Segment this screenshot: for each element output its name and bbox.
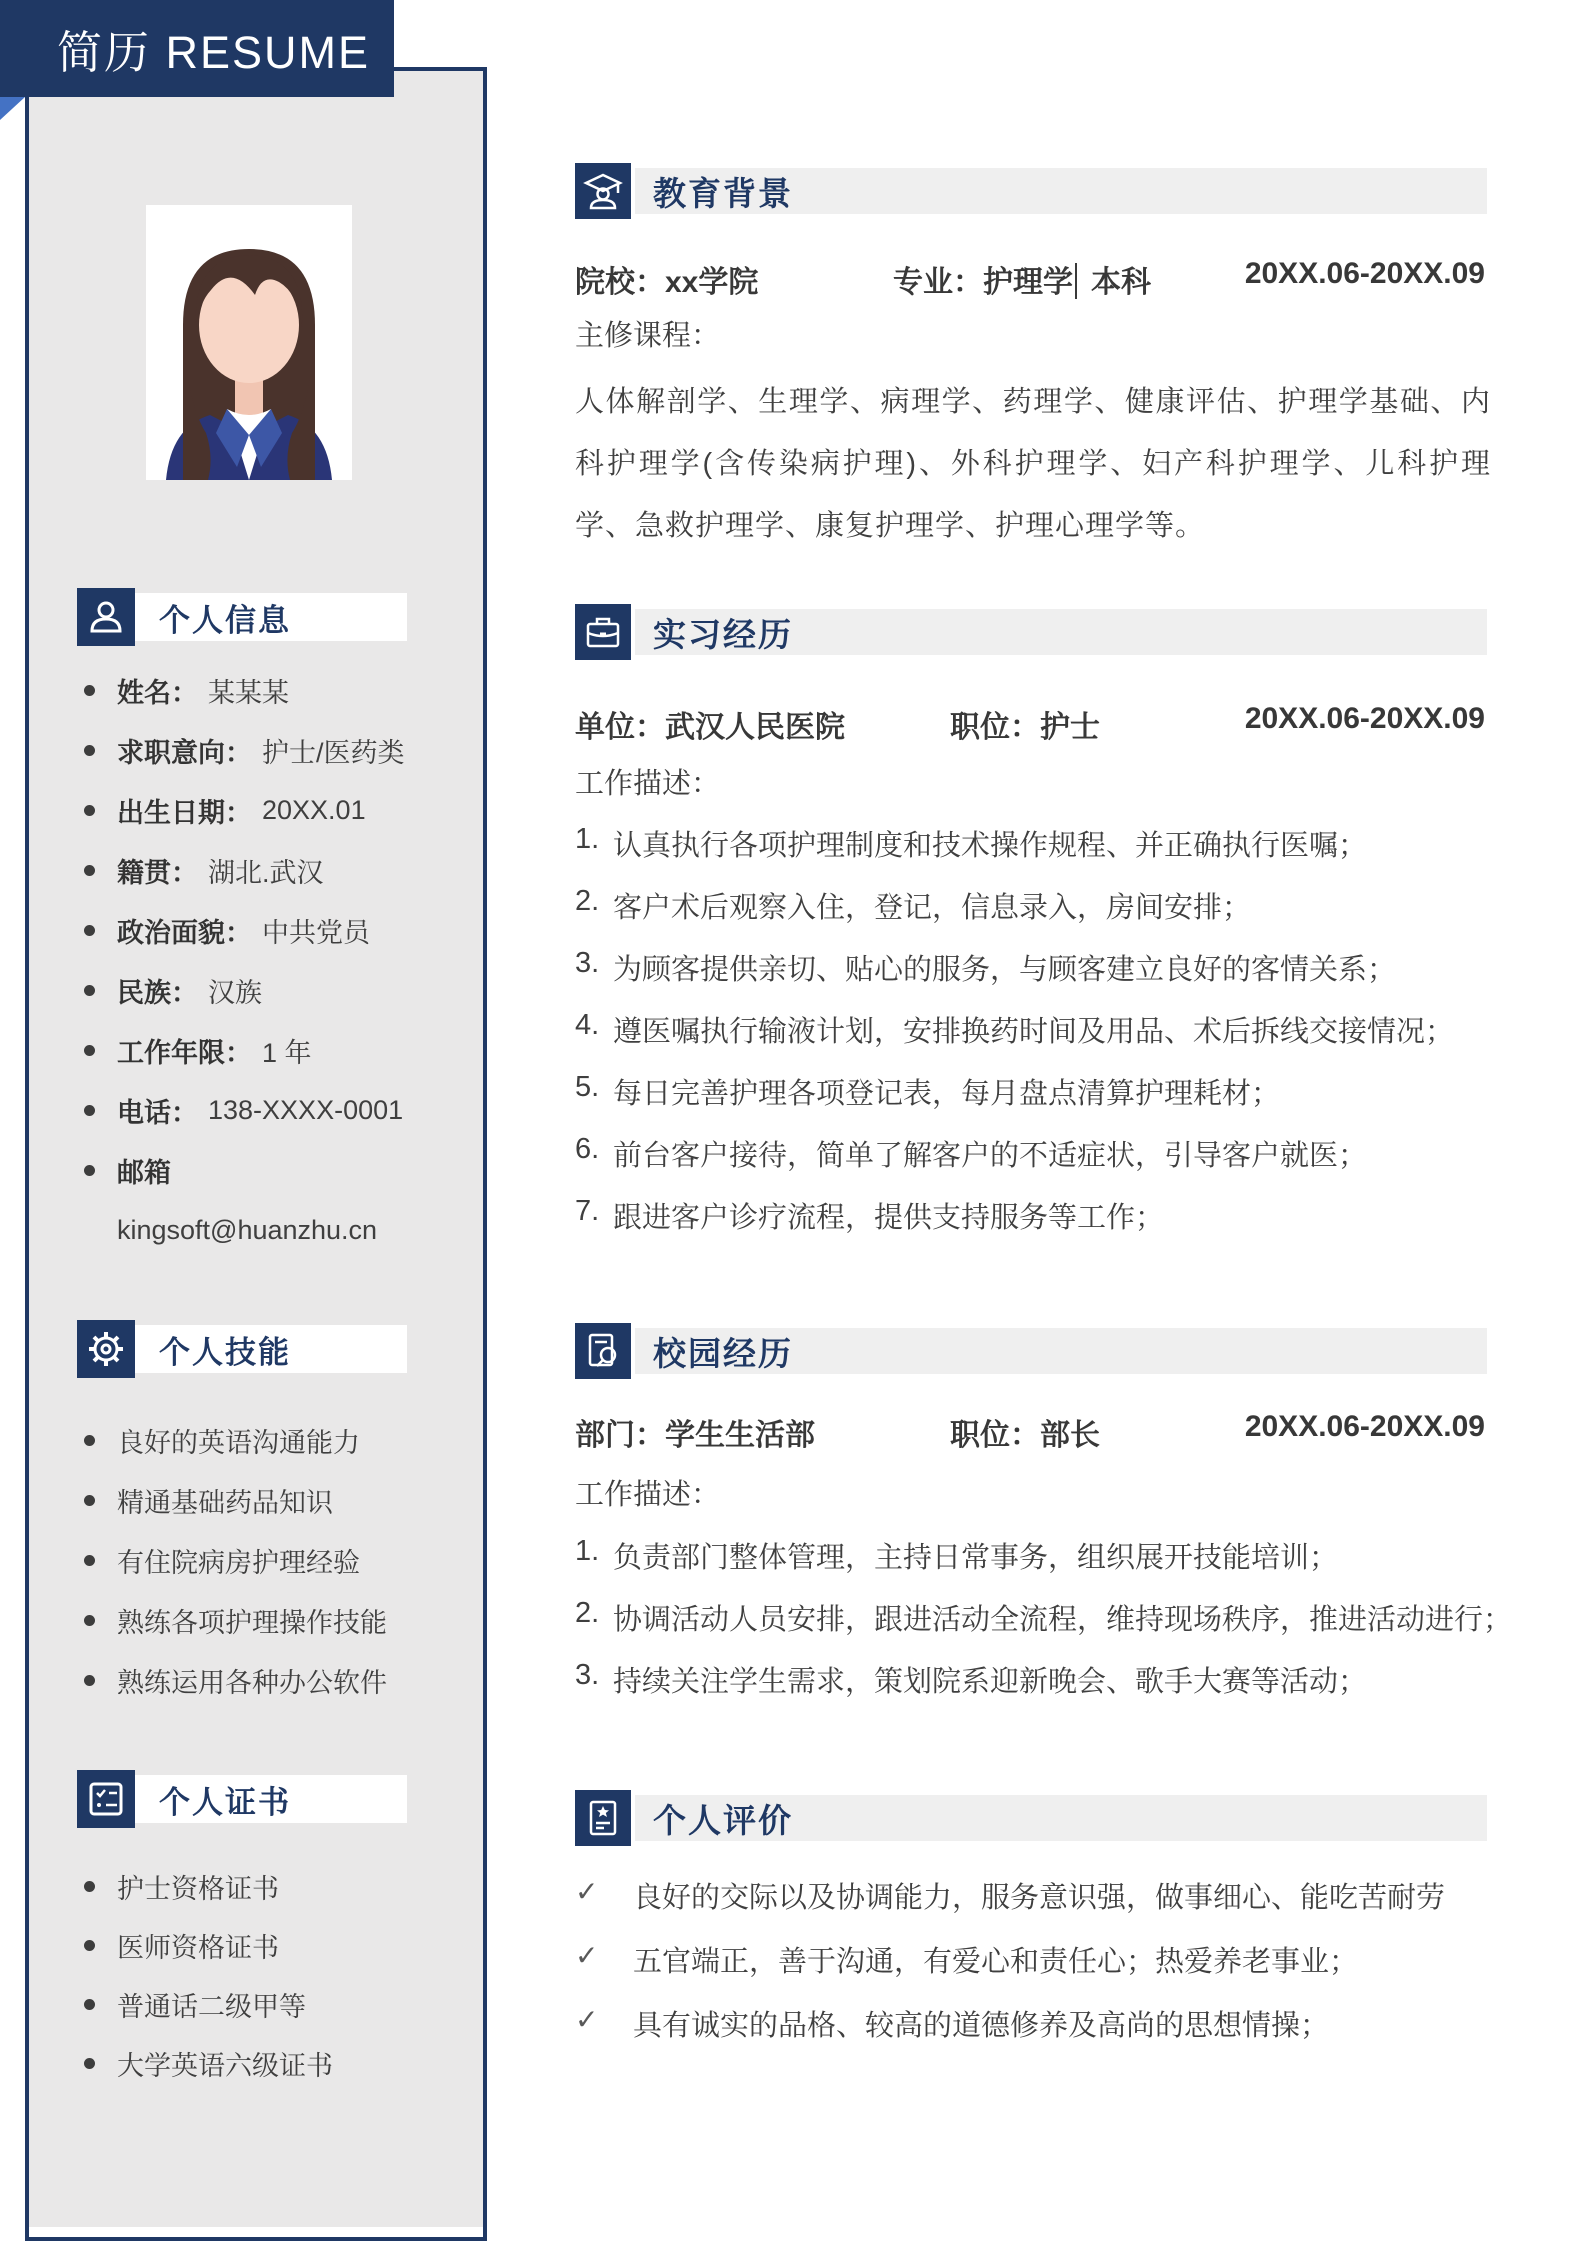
bullet-dot [84, 1675, 95, 1686]
document-search-icon [575, 1323, 631, 1379]
section-education [575, 163, 1487, 219]
list-item: 精通基础药品知识 [84, 1470, 474, 1530]
list-item: ✓ 五官端正，善于沟通，有爱心和责任心；热爱养老事业； [575, 1940, 1359, 1978]
bullet-dot [84, 1555, 95, 1566]
list-item: 3. 持续关注学生需求，策划院系迎新晚会、歌手大赛等活动； [575, 1659, 1368, 1698]
list-item: 3. 为顾客提供亲切、贴心的服务，与顾客建立良好的客情关系； [575, 947, 1397, 986]
checklist-icon [77, 1770, 135, 1828]
section-title: 校园经历 [653, 1334, 793, 1372]
courses-label: 主修课程： [575, 320, 721, 352]
list-item: 1. 认真执行各项护理制度和技术操作规程、并正确执行医嘱； [575, 823, 1368, 862]
section-evaluation [575, 1790, 1487, 1846]
list-item: 熟练各项护理操作技能 [84, 1590, 474, 1650]
list-item-email: 邮箱 [84, 1140, 474, 1200]
list-item: 良好的英语沟通能力 [84, 1410, 474, 1470]
list-item: 姓名： 某某某 [84, 660, 474, 720]
list-item: 电话： 138-XXXX-0001 [84, 1080, 474, 1140]
text-cursor [1075, 263, 1077, 299]
list-item: ✓ 具有诚实的品格、较高的道德修养及高尚的思想情操； [575, 2004, 1330, 2042]
desc-label: 工作描述： [575, 768, 721, 800]
list-item: 工作年限： 1 年 [84, 1020, 474, 1080]
list-item: 2. 客户术后观察入住，登记，信息录入，房间安排； [575, 885, 1252, 924]
personal-info-list [84, 660, 474, 1260]
avatar-illustration [146, 205, 352, 480]
internship-meta [575, 702, 1487, 742]
list-item: 5. 每日完善护理各项登记表，每月盘点清算护理耗材； [575, 1071, 1281, 1110]
document-star-icon [575, 1790, 631, 1846]
date-range: 20XX.06-20XX.09 [1244, 257, 1485, 290]
campus-meta [575, 1410, 1487, 1450]
sidebar-section-certificates [77, 1770, 407, 1828]
sidebar-section-skills [77, 1320, 407, 1378]
position: 职位：护士 [950, 711, 1100, 744]
check-icon: ✓ [575, 2004, 599, 2035]
desc-label: 工作描述： [575, 1479, 721, 1511]
section-title: 个人技能 [159, 1334, 291, 1370]
list-item: 熟练运用各种办公软件 [84, 1650, 474, 1710]
check-icon: ✓ [575, 1876, 599, 1907]
list-item: 4. 遵医嘱执行输液计划，安排换药时间及用品、术后拆线交接情况； [575, 1009, 1455, 1048]
bullet-dot [84, 1105, 95, 1116]
bullet-dot [84, 925, 95, 936]
person-icon [77, 588, 135, 646]
bullet-dot [84, 745, 95, 756]
evaluation-list [575, 1875, 1505, 2067]
title-banner [0, 0, 394, 97]
certificates-list [84, 1857, 474, 2093]
bullet-dot [84, 1045, 95, 1056]
school: 院校：xx学院 [575, 266, 759, 299]
email-value: kingsoft@huanzhu.cn [117, 1214, 378, 1245]
date-range: 20XX.06-20XX.09 [1244, 702, 1485, 735]
list-item: 籍贯： 湖北.武汉 [84, 840, 474, 900]
bullet-dot [84, 985, 95, 996]
profile-photo [146, 205, 352, 480]
list-item: 护士资格证书 [84, 1857, 474, 1916]
date-range: 20XX.06-20XX.09 [1244, 1410, 1485, 1443]
education-meta [575, 257, 1487, 297]
list-item: 民族： 汉族 [84, 960, 474, 1020]
check-icon: ✓ [575, 1940, 599, 1971]
graduate-icon [575, 163, 631, 219]
organization: 单位：武汉人民医院 [575, 711, 845, 744]
list-item: 有住院病房护理经验 [84, 1530, 474, 1590]
section-title: 个人评价 [653, 1801, 793, 1839]
fold-triangle [0, 97, 25, 120]
list-item: 普通话二级甲等 [84, 1975, 474, 2034]
degree: 本科 [1091, 266, 1151, 299]
list-item: 出生日期： 20XX.01 [84, 780, 474, 840]
list-item: ✓ 良好的交际以及协调能力，服务意识强，做事细心、能吃苦耐劳 [575, 1876, 1446, 1914]
bullet-dot [84, 1165, 95, 1176]
bullet-dot [84, 865, 95, 876]
section-campus [575, 1323, 1487, 1379]
internship-duties [575, 823, 1505, 1257]
section-title: 教育背景 [653, 174, 793, 212]
briefcase-icon [575, 604, 631, 660]
bullet-dot [84, 685, 95, 696]
sidebar-section-personal-info [77, 588, 407, 646]
list-item: 政治面貌： 中共党员 [84, 900, 474, 960]
position: 职位：部长 [950, 1419, 1100, 1452]
section-internship [575, 604, 1487, 660]
list-item: 医师资格证书 [84, 1916, 474, 1975]
skills-list [84, 1410, 474, 1710]
list-item: 大学英语六级证书 [84, 2034, 474, 2093]
gear-icon [77, 1320, 135, 1378]
bullet-dot [84, 805, 95, 816]
list-item: 1. 负责部门整体管理，主持日常事务，组织展开技能培训； [575, 1535, 1339, 1574]
list-item: 求职意向： 护士/医药类 [84, 720, 474, 780]
page-title: 简历 RESUME [57, 27, 371, 78]
section-title: 个人证书 [159, 1784, 291, 1820]
courses-paragraph: 人体解剖学、生理学、病理学、药理学、健康评估、护理学基础、内科护理学(含传染病护理)、外科护理学、妇产科护理学、儿科护理学、急救护理学、康复护理学、护理心理学等。 [575, 386, 1491, 542]
bullet-dot [84, 1495, 95, 1506]
bullet-dot [84, 1881, 95, 1892]
section-title: 个人信息 [159, 602, 291, 638]
list-item: 6. 前台客户接待，简单了解客户的不适症状，引导客户就医； [575, 1133, 1368, 1172]
organization: 部门：学生生活部 [575, 1419, 815, 1452]
bullet-dot [84, 1999, 95, 2010]
major: 专业：护理学 本科 [893, 257, 1151, 301]
bullet-dot [84, 2058, 95, 2069]
bullet-dot [84, 1940, 95, 1951]
list-item: 7. 跟进客户诊疗流程，提供支持服务等工作； [575, 1195, 1165, 1234]
bullet-dot [84, 1435, 95, 1446]
campus-duties [575, 1535, 1513, 1721]
list-item: 2. 协调活动人员安排，跟进活动全流程，维持现场秩序，推进活动进行； [575, 1597, 1513, 1636]
section-title: 实习经历 [653, 615, 793, 653]
bullet-dot [84, 1615, 95, 1626]
